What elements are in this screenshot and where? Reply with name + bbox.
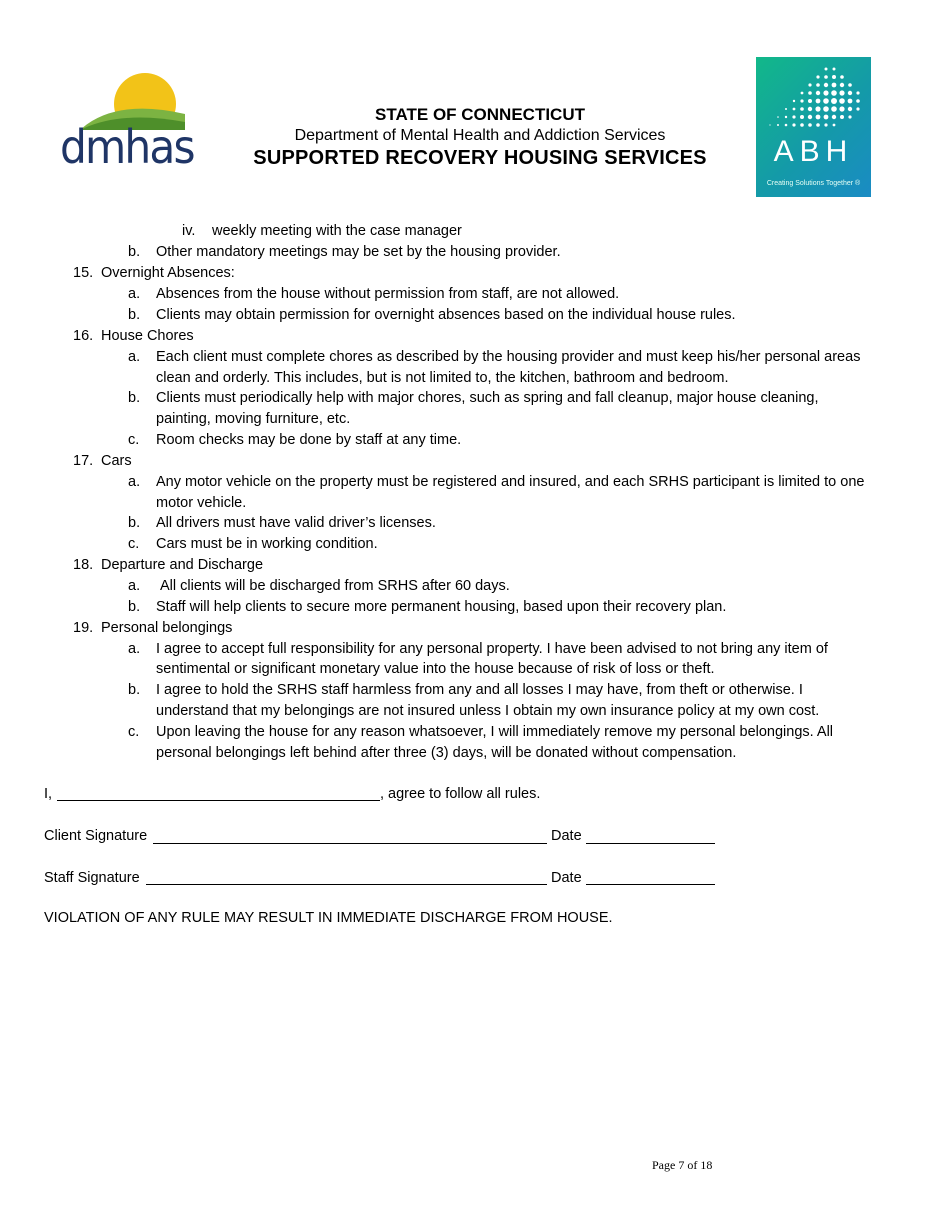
list-marker: c. — [128, 536, 140, 552]
list-marker: a. — [128, 349, 141, 365]
list-marker: b. — [128, 244, 141, 260]
list-marker: b. — [128, 599, 141, 615]
document-header — [230, 104, 730, 170]
list-item: I agree to accept full responsibility for any personal property. I have been advised to not bring any item of — [156, 641, 828, 657]
dmhas-logo-text: dmhas — [60, 120, 194, 174]
list-marker: b. — [128, 307, 141, 323]
dot-pattern-icon — [756, 57, 871, 132]
list-item: Staff will help clients to secure more permanent housing, based upon their recovery plan. — [156, 599, 727, 615]
section-number: 15. — [73, 265, 94, 281]
page-title: SUPPORTED RECOVERY HOUSING SERVICES — [253, 147, 707, 169]
list-item-continued: understand that my belongings are not insured unless I obtain my own insurance policy at my own cost. — [156, 703, 820, 719]
client-name-field[interactable] — [57, 800, 380, 801]
violation-warning: VIOLATION OF ANY RULE MAY RESULT IN IMMEDIATE DISCHARGE FROM HOUSE. — [44, 910, 613, 926]
list-marker: c. — [128, 432, 140, 448]
list-item-continued: painting, moving furniture, etc. — [156, 411, 351, 427]
list-item-continued: personal belongings left behind after three (3) days, will be donated without compensation. — [156, 745, 737, 761]
list-marker: a. — [128, 641, 141, 657]
abh-logo — [756, 57, 871, 197]
list-marker: a. — [128, 286, 141, 302]
client-signature-label: Client Signature — [44, 828, 148, 844]
section-heading: Overnight Absences: — [101, 265, 235, 281]
department-heading: Department of Mental Health and Addiction Services — [294, 127, 666, 144]
list-marker: iv. — [182, 223, 196, 239]
list-item: Clients must periodically help with major chores, such as spring and fall cleanup, major house cleaning, — [156, 390, 819, 406]
list-item: Any motor vehicle on the property must be registered and insured, and each SRHS participant is limited to one — [156, 474, 865, 490]
list-item: Other mandatory meetings may be set by the housing provider. — [156, 244, 561, 260]
section-number: 16. — [73, 328, 94, 344]
list-item: Upon leaving the house for any reason whatsoever, I will immediately remove my personal belongings. All — [156, 724, 834, 740]
list-marker: b. — [128, 682, 141, 698]
staff-signature-field[interactable] — [146, 884, 547, 885]
section-heading: Cars — [101, 453, 132, 469]
staff-date-label: Date — [551, 870, 582, 886]
list-marker: a. — [128, 474, 141, 490]
list-marker: b. — [128, 515, 141, 531]
list-item: Absences from the house without permission from staff, are not allowed. — [156, 286, 620, 302]
section-number: 19. — [73, 620, 94, 636]
list-marker: b. — [128, 390, 141, 406]
section-number: 18. — [73, 557, 94, 573]
abh-logo-text: ABH — [773, 135, 854, 168]
section-heading: Personal belongings — [101, 620, 233, 636]
list-item-continued: motor vehicle. — [156, 495, 247, 511]
list-item: I agree to hold the SRHS staff harmless from any and all losses I may have, from theft or otherwise. I — [156, 682, 803, 698]
section-heading: House Chores — [101, 328, 194, 344]
list-item-continued: clean and orderly. This includes, but is not limited to, the kitchen, bathroom and bedroom. — [156, 370, 729, 386]
staff-signature-label: Staff Signature — [44, 870, 140, 886]
list-marker: a. — [128, 578, 141, 594]
list-item: weekly meeting with the case manager — [212, 223, 462, 239]
agreement-prefix: I, — [44, 786, 53, 802]
agreement-suffix: , agree to follow all rules. — [380, 786, 541, 802]
state-heading: STATE OF CONNECTICUT — [375, 105, 585, 124]
client-date-field[interactable] — [586, 843, 715, 844]
page-number: Page 7 of 18 — [652, 1158, 713, 1172]
dmhas-logo — [60, 70, 194, 178]
list-marker: c. — [128, 724, 140, 740]
client-signature-field[interactable] — [153, 843, 547, 844]
list-item: Cars must be in working condition. — [156, 536, 378, 552]
client-date-label: Date — [551, 828, 582, 844]
section-number: 17. — [73, 453, 94, 469]
abh-tagline: Creating Solutions Together ® — [766, 180, 861, 187]
staff-date-field[interactable] — [586, 884, 715, 885]
list-item: Clients may obtain permission for overnight absences based on the individual house rules. — [156, 307, 736, 323]
list-item: Each client must complete chores as described by the housing provider and must keep his/her personal areas — [156, 349, 861, 365]
list-item: All clients will be discharged from SRHS after 60 days. — [160, 578, 510, 594]
list-item: Room checks may be done by staff at any time. — [156, 432, 462, 448]
section-heading: Departure and Discharge — [101, 557, 264, 573]
list-item: All drivers must have valid driver’s licenses. — [156, 515, 436, 531]
list-item-continued: sentimental or significant monetary value into the house because of risk of loss or theft. — [156, 661, 715, 677]
